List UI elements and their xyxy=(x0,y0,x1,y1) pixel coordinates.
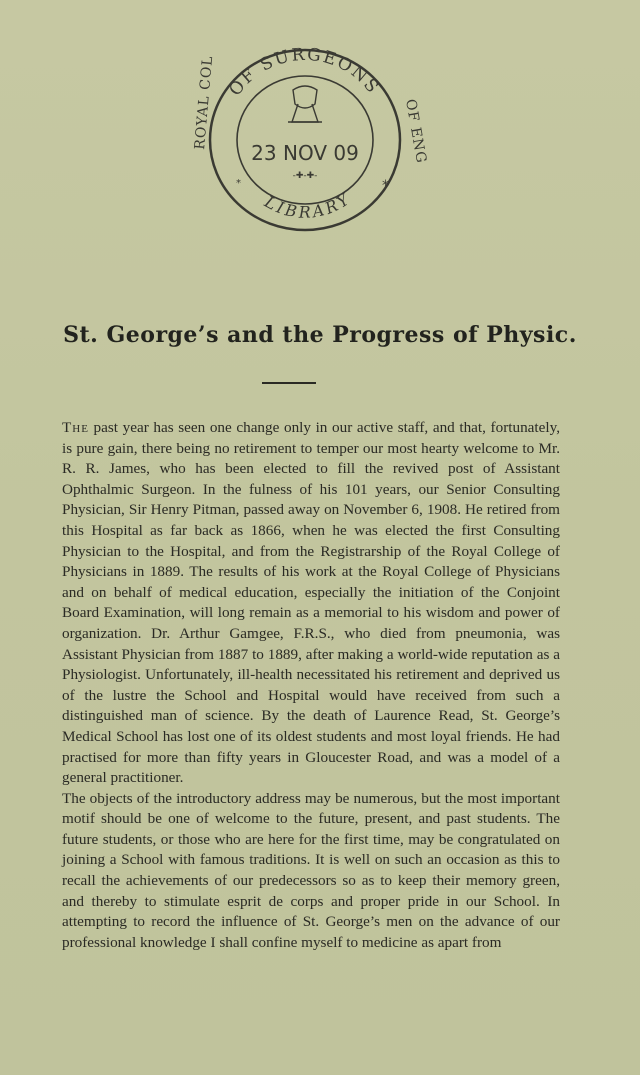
stamp-right-text: OF ENG xyxy=(402,97,430,165)
star-icon: * xyxy=(382,178,389,194)
stamp-top-text: OF SURGEONS xyxy=(225,44,384,100)
small-star-icon: * xyxy=(236,178,241,189)
seal-figure-icon xyxy=(288,86,322,122)
stamp-bottom-text: LIBRARY xyxy=(261,188,356,222)
stamp-ornament-icon: -✚-✚- xyxy=(292,171,318,181)
stamp-date: 23 NOV 09 xyxy=(251,141,359,165)
library-stamp xyxy=(170,30,440,240)
paragraph-1-text: past year has seen one change only in our active staff, and that, fortunately, is pure gain, there being no retirement to temper our most hearty welcome to Mr. R. R. James, who has been elected to fill the revived post of Assistant Ophthalmic Surgeon. In the fulness of his 101 years, our Senior Consulting Physician, Sir Henry Pitman, passed away on November 6, 1908. He retired from this Hospital as far back as 1866, when he was elected the first Consulting Physician to the Hospital, and from the Registrarship of the Royal College of Physicians in 1889. The results of his work at the Royal College of Physicians and on behalf of medical education, especially the initiation of the Conjoint Board Examination, will long remain as a memorial to his wisdom and power of organization. Dr. Arthur Gamgee, F.R.S., who died from pneumonia, was Assistant Physician from 1887 to 1889, after making a world-wide reputation as a Physiologist. Unfortunately, ill-health necessitated his retirement and deprived us of the lustre the School and Hospital would have received from such a distinguished man of science. By the death of Laurence Read, St. George’s Medical School has lost one of its oldest students and most loyal friends. He had practised for more than fifty years in Gloucester Road, and was a model of a general practitioner. xyxy=(62,419,560,787)
paragraph-2: The objects of the introductory address may be numerous, but the most important motif should be one of welcome to the future, present, and past students. The future students, or those who are here for the first time, may be congratulated on joining a School with famous traditions. It is well on such an occasion as this to recall the achievements of our predecessors so as to keep their memory green, and thereby to stimulate esprit de corps and proper pride in our School. In attempting to record the influence of St. George’s men on the advance of our professional knowledge I shall confine myself to medicine as apart from xyxy=(62,789,560,951)
title-divider xyxy=(262,382,316,384)
paragraph-1 xyxy=(62,418,560,789)
stamp-inner-ring xyxy=(237,76,373,204)
paragraph-1-lead-word: The xyxy=(62,419,89,436)
article-body xyxy=(62,418,560,953)
article-title: St. George’s and the Progress of Physic. xyxy=(63,322,577,348)
stamp-left-text: ROYAL COL xyxy=(192,54,217,151)
